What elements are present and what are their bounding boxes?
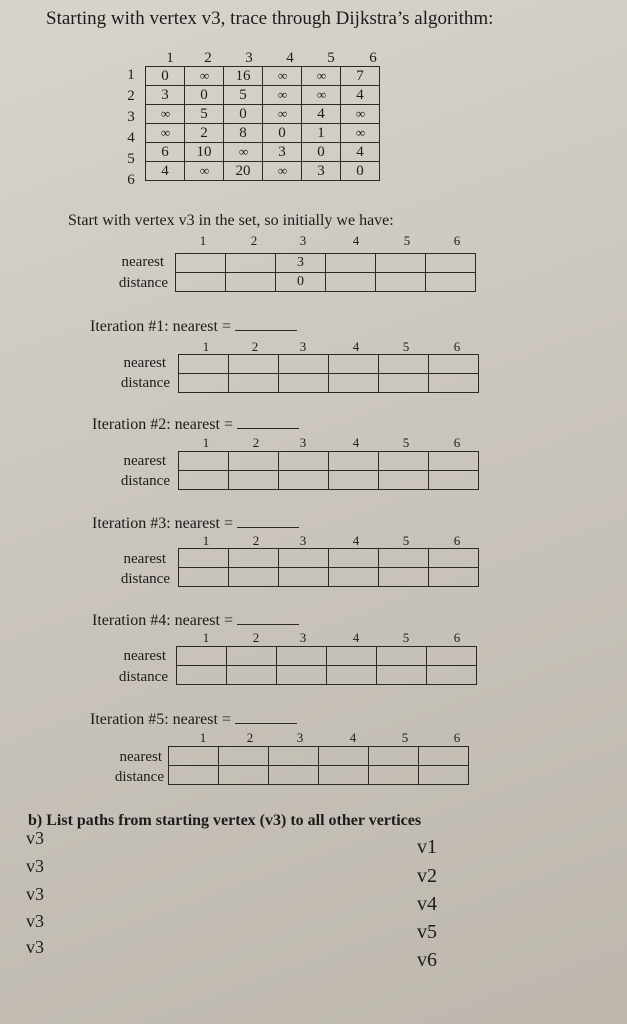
matrix-row-header: 2 <box>127 88 135 104</box>
nearest-cell[interactable] <box>429 452 479 471</box>
matrix-cell: ∞ <box>341 124 380 143</box>
nearest-cell[interactable] <box>179 355 229 374</box>
distance-cell[interactable] <box>179 374 229 393</box>
nearest-cell[interactable] <box>377 647 427 666</box>
iteration-label-text: Iteration #5: nearest = <box>90 711 231 728</box>
matrix-cell: 5 <box>224 86 263 105</box>
iteration-1-table <box>178 354 479 393</box>
path-end-vertex: v4 <box>417 893 437 915</box>
distance-label: distance <box>118 669 168 685</box>
iteration-label-text: Iteration #1: nearest = <box>90 318 231 335</box>
nearest-cell[interactable] <box>229 452 279 471</box>
distance-row <box>179 374 479 393</box>
distance-label: distance <box>118 275 168 291</box>
matrix-row <box>146 143 380 162</box>
matrix-cell: 3 <box>302 162 341 181</box>
distance-cell[interactable] <box>179 568 229 587</box>
distance-cell[interactable] <box>429 374 479 393</box>
column-label: 5 <box>402 435 410 450</box>
distance-cell[interactable] <box>369 766 419 785</box>
nearest-cell[interactable] <box>279 549 329 568</box>
distance-cell[interactable] <box>329 471 379 490</box>
column-label: 4 <box>352 533 360 548</box>
nearest-cell[interactable] <box>226 254 276 273</box>
distance-cell[interactable] <box>269 766 319 785</box>
column-label: 2 <box>250 233 258 248</box>
column-label: 1 <box>202 533 210 548</box>
distance-cell[interactable] <box>379 568 429 587</box>
column-label: 6 <box>453 233 461 248</box>
distance-cell[interactable] <box>377 666 427 685</box>
column-label: 1 <box>202 435 210 450</box>
column-label: 1 <box>202 630 210 645</box>
nearest-label: nearest <box>119 749 162 765</box>
nearest-answer-blank[interactable] <box>237 414 299 429</box>
column-label: 1 <box>202 339 210 354</box>
nearest-cell[interactable] <box>379 549 429 568</box>
distance-label: distance <box>114 769 164 785</box>
nearest-cell[interactable] <box>227 647 277 666</box>
matrix-cell: 1 <box>302 124 341 143</box>
distance-cell[interactable] <box>329 568 379 587</box>
distance-row <box>179 568 479 587</box>
column-label: 5 <box>402 533 410 548</box>
nearest-cell[interactable] <box>329 549 379 568</box>
matrix-row-header: 4 <box>127 130 135 146</box>
matrix-col-header: 6 <box>369 50 377 66</box>
nearest-row <box>179 355 479 374</box>
nearest-row <box>176 254 476 273</box>
matrix-cell: ∞ <box>302 67 341 86</box>
distance-cell[interactable] <box>319 766 369 785</box>
nearest-cell[interactable] <box>329 355 379 374</box>
column-label: 2 <box>252 533 260 548</box>
distance-cell[interactable] <box>419 766 469 785</box>
distance-cell[interactable] <box>329 374 379 393</box>
matrix-cell: 3 <box>263 143 302 162</box>
distance-cell[interactable] <box>227 666 277 685</box>
path-end-vertex: v1 <box>417 836 437 858</box>
column-label: 2 <box>252 435 260 450</box>
nearest-row <box>177 647 477 666</box>
matrix-cell: 4 <box>341 143 380 162</box>
matrix-cell: 4 <box>146 162 185 181</box>
matrix-cell: ∞ <box>263 162 302 181</box>
matrix-cell: ∞ <box>341 105 380 124</box>
iteration-4-label <box>92 610 299 630</box>
column-label: 4 <box>352 233 360 248</box>
column-label: 4 <box>352 339 360 354</box>
distance-cell[interactable] <box>229 471 279 490</box>
iteration-label-text: Iteration #4: nearest = <box>92 612 233 629</box>
matrix-col-header: 1 <box>166 50 174 66</box>
nearest-cell[interactable] <box>326 254 376 273</box>
matrix-cell: 2 <box>185 124 224 143</box>
distance-cell[interactable]: 0 <box>276 273 326 292</box>
iteration-3-table <box>178 548 479 587</box>
distance-cell[interactable] <box>229 374 279 393</box>
matrix-col-header: 2 <box>204 50 212 66</box>
iteration-4-table <box>176 646 477 685</box>
path-start-vertex: v3 <box>26 884 44 904</box>
matrix-row-header: 1 <box>127 67 135 83</box>
column-label: 4 <box>352 435 360 450</box>
column-label: 3 <box>299 339 307 354</box>
matrix-cell: 16 <box>224 67 263 86</box>
distance-cell[interactable] <box>277 666 327 685</box>
nearest-cell[interactable] <box>176 254 226 273</box>
column-label: 1 <box>199 730 207 745</box>
nearest-answer-blank[interactable] <box>235 709 297 724</box>
iteration-5-label <box>90 709 297 729</box>
column-label: 3 <box>299 630 307 645</box>
distance-row <box>176 273 476 292</box>
column-label: 1 <box>199 233 207 248</box>
nearest-label: nearest <box>123 355 166 371</box>
matrix-cell: 0 <box>185 86 224 105</box>
column-label: 5 <box>401 730 409 745</box>
nearest-cell[interactable] <box>269 747 319 766</box>
matrix-row <box>146 105 380 124</box>
nearest-answer-blank[interactable] <box>235 316 297 331</box>
nearest-label: nearest <box>123 648 166 664</box>
matrix-cell: 7 <box>341 67 380 86</box>
iteration-1-label <box>90 316 297 336</box>
matrix-row <box>146 67 380 86</box>
nearest-cell[interactable] <box>379 355 429 374</box>
matrix-cell: ∞ <box>263 67 302 86</box>
nearest-cell[interactable]: 3 <box>276 254 326 273</box>
column-label: 6 <box>453 730 461 745</box>
path-end-vertex: v6 <box>417 949 437 971</box>
distance-cell[interactable] <box>379 471 429 490</box>
distance-label: distance <box>120 571 170 587</box>
column-label: 6 <box>453 533 461 548</box>
column-label: 2 <box>251 339 259 354</box>
column-label: 6 <box>453 630 461 645</box>
column-label: 2 <box>246 730 254 745</box>
nearest-row <box>169 747 469 766</box>
matrix-cell: 8 <box>224 124 263 143</box>
nearest-answer-blank[interactable] <box>237 610 299 625</box>
nearest-cell[interactable] <box>329 452 379 471</box>
matrix-cell: 20 <box>224 162 263 181</box>
nearest-answer-blank[interactable] <box>237 513 299 528</box>
distance-cell[interactable] <box>226 273 276 292</box>
distance-cell[interactable] <box>177 666 227 685</box>
matrix-cell: ∞ <box>185 67 224 86</box>
matrix-cell: 10 <box>185 143 224 162</box>
nearest-cell[interactable] <box>279 355 329 374</box>
matrix-col-header: 3 <box>245 50 253 66</box>
matrix-row <box>146 162 380 181</box>
iteration-3-label <box>92 513 299 533</box>
path-start-vertex: v3 <box>26 856 44 876</box>
matrix-cell: 0 <box>263 124 302 143</box>
part-b-heading: b) List paths from starting vertex (v3) to all other vertices <box>28 812 422 829</box>
matrix-col-header: 5 <box>327 50 335 66</box>
matrix-cell: 0 <box>302 143 341 162</box>
matrix-row-header: 5 <box>127 151 135 167</box>
nearest-label: nearest <box>123 551 166 567</box>
iteration-label-text: Iteration #3: nearest = <box>92 515 233 532</box>
iteration-5-table <box>168 746 469 785</box>
adjacency-matrix <box>145 66 380 181</box>
matrix-cell: ∞ <box>185 162 224 181</box>
matrix-cell: 4 <box>341 86 380 105</box>
nearest-cell[interactable] <box>429 355 479 374</box>
column-label: 3 <box>296 730 304 745</box>
distance-cell[interactable] <box>279 471 329 490</box>
distance-cell[interactable] <box>429 471 479 490</box>
matrix-col-header: 4 <box>286 50 294 66</box>
distance-cell[interactable] <box>429 568 479 587</box>
column-label: 5 <box>402 630 410 645</box>
nearest-cell[interactable] <box>327 647 377 666</box>
distance-cell[interactable] <box>176 273 226 292</box>
column-label: 4 <box>352 630 360 645</box>
matrix-cell: 3 <box>146 86 185 105</box>
matrix-cell: ∞ <box>146 105 185 124</box>
iteration-2-table <box>178 451 479 490</box>
matrix-row <box>146 86 380 105</box>
distance-cell[interactable] <box>379 374 429 393</box>
path-end-vertex: v5 <box>417 921 437 943</box>
matrix-row-header: 6 <box>127 172 135 188</box>
column-label: 4 <box>349 730 357 745</box>
matrix-cell: ∞ <box>263 86 302 105</box>
column-label: 3 <box>299 435 307 450</box>
distance-cell[interactable] <box>376 273 426 292</box>
matrix-cell: 4 <box>302 105 341 124</box>
nearest-cell[interactable] <box>279 452 329 471</box>
iteration-2-label <box>92 414 299 434</box>
nearest-cell[interactable] <box>219 747 269 766</box>
matrix-row-header: 3 <box>127 109 135 125</box>
distance-cell[interactable] <box>326 273 376 292</box>
iteration-label-text: Iteration #2: nearest = <box>92 416 233 433</box>
distance-cell[interactable] <box>179 471 229 490</box>
matrix-row <box>146 124 380 143</box>
matrix-cell: 0 <box>224 105 263 124</box>
path-start-vertex: v3 <box>26 937 44 957</box>
distance-cell[interactable] <box>279 374 329 393</box>
nearest-cell[interactable] <box>426 254 476 273</box>
column-label: 5 <box>403 233 411 248</box>
distance-cell[interactable] <box>327 666 377 685</box>
nearest-cell[interactable] <box>229 549 279 568</box>
distance-row <box>177 666 477 685</box>
distance-cell[interactable] <box>219 766 269 785</box>
initial-heading: Start with vertex v3 in the set, so initially we have: <box>68 212 394 229</box>
column-label: 3 <box>299 533 307 548</box>
path-start-vertex: v3 <box>26 911 44 931</box>
distance-label: distance <box>120 473 170 489</box>
nearest-cell[interactable] <box>376 254 426 273</box>
column-label: 6 <box>453 435 461 450</box>
path-end-vertex: v2 <box>417 865 437 887</box>
nearest-row <box>179 452 479 471</box>
matrix-cell: 0 <box>341 162 380 181</box>
matrix-cell: 5 <box>185 105 224 124</box>
column-label: 5 <box>402 339 410 354</box>
nearest-cell[interactable] <box>179 549 229 568</box>
distance-cell[interactable] <box>427 666 477 685</box>
nearest-cell[interactable] <box>229 355 279 374</box>
distance-cell[interactable] <box>279 568 329 587</box>
page-title: Starting with vertex v3, trace through Dijkstra’s algorithm: <box>46 8 494 29</box>
matrix-cell: ∞ <box>263 105 302 124</box>
nearest-cell[interactable] <box>169 747 219 766</box>
nearest-label: nearest <box>121 254 164 270</box>
matrix-cell: 6 <box>146 143 185 162</box>
nearest-cell[interactable] <box>277 647 327 666</box>
nearest-cell[interactable] <box>379 452 429 471</box>
matrix-cell: ∞ <box>302 86 341 105</box>
nearest-cell[interactable] <box>427 647 477 666</box>
distance-row <box>179 471 479 490</box>
distance-row <box>169 766 469 785</box>
matrix-cell: ∞ <box>224 143 263 162</box>
distance-cell[interactable] <box>229 568 279 587</box>
nearest-cell[interactable] <box>179 452 229 471</box>
distance-label: distance <box>120 375 170 391</box>
nearest-label: nearest <box>123 453 166 469</box>
nearest-cell[interactable] <box>419 747 469 766</box>
nearest-cell[interactable] <box>429 549 479 568</box>
column-label: 3 <box>299 233 307 248</box>
distance-cell[interactable] <box>426 273 476 292</box>
distance-cell[interactable] <box>169 766 219 785</box>
column-label: 6 <box>453 339 461 354</box>
matrix-cell: 0 <box>146 67 185 86</box>
nearest-row <box>179 549 479 568</box>
matrix-cell: ∞ <box>146 124 185 143</box>
nearest-cell[interactable] <box>369 747 419 766</box>
path-start-vertex: v3 <box>26 828 44 848</box>
column-label: 2 <box>252 630 260 645</box>
initial-table <box>175 253 476 292</box>
nearest-cell[interactable] <box>177 647 227 666</box>
nearest-cell[interactable] <box>319 747 369 766</box>
